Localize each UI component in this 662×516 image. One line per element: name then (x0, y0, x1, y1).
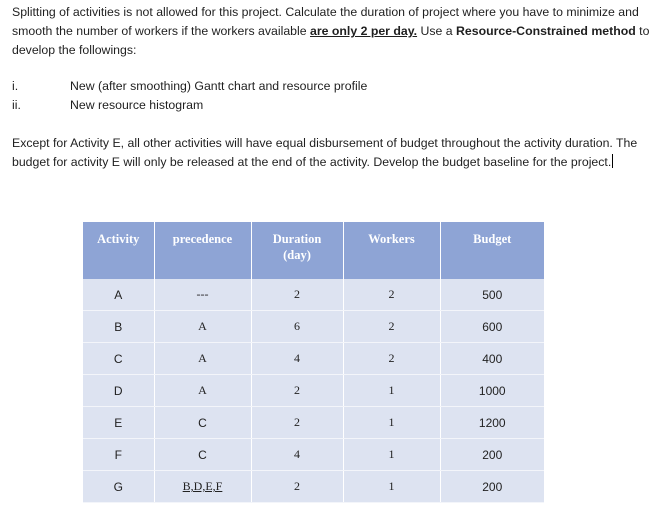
deliverables-list (12, 77, 367, 115)
header-duration (251, 222, 343, 279)
cell-duration: 4 (251, 439, 343, 471)
table-header-row (83, 222, 544, 279)
cell-workers: 1 (343, 407, 440, 439)
method-name: Resource-Constrained method (456, 24, 636, 38)
intro-text-1: Splitting of activities is not allowed for this project. Calculate the duration of project where you have to minimize and smooth the number of workers if the workers available (12, 5, 639, 38)
header-precedence: precedence (154, 222, 251, 279)
cell-activity: D (83, 375, 154, 407)
header-budget: Budget (440, 222, 544, 279)
table-row (83, 471, 544, 503)
cell-activity: G (83, 471, 154, 503)
cell-budget: 200 (440, 471, 544, 503)
intro-text-3: to develop the followings: (12, 24, 650, 57)
cell-budget: 1200 (440, 407, 544, 439)
cell-duration: 2 (251, 375, 343, 407)
cell-duration: 2 (251, 471, 343, 503)
intro-paragraph (12, 3, 652, 60)
cell-precedence (154, 471, 251, 503)
cell-duration: 2 (251, 279, 343, 311)
cell-activity: C (83, 343, 154, 375)
table-row (83, 343, 544, 375)
cell-workers: 1 (343, 471, 440, 503)
budget-paragraph-text: Except for Activity E, all other activities will have equal disbursement of budget throughout the activity duration. The budget for activity E will only be released at the end of the activity. Develop the budget baseline for the project. (12, 136, 638, 169)
cell-duration: 2 (251, 407, 343, 439)
table-row (83, 439, 544, 471)
cell-budget: 400 (440, 343, 544, 375)
cell-workers: 2 (343, 311, 440, 343)
cell-activity: E (83, 407, 154, 439)
cell-workers: 1 (343, 375, 440, 407)
table-row (83, 375, 544, 407)
list-item-text: New (after smoothing) Gantt chart and resource profile (70, 79, 368, 93)
cell-activity: F (83, 439, 154, 471)
workers-limit-text: are only 2 per day. (310, 24, 418, 38)
cell-budget: 500 (440, 279, 544, 311)
table-row (83, 279, 544, 311)
cell-duration: 6 (251, 311, 343, 343)
cell-precedence: A (154, 311, 251, 343)
table-row (83, 407, 544, 439)
cell-budget: 1000 (440, 375, 544, 407)
intro-text-2: Use a (417, 24, 457, 38)
cell-activity: B (83, 311, 154, 343)
list-item-number: ii. (12, 98, 21, 112)
cell-precedence: A (154, 375, 251, 407)
cell-precedence: A (154, 343, 251, 375)
table-row (83, 311, 544, 343)
header-workers: Workers (343, 222, 440, 279)
header-duration-label: Duration (day) (272, 232, 322, 262)
list-item (12, 96, 367, 115)
cell-duration: 4 (251, 343, 343, 375)
budget-paragraph (12, 134, 652, 172)
text-cursor (612, 154, 613, 168)
cell-workers: 1 (343, 439, 440, 471)
cell-precedence: C (154, 407, 251, 439)
cell-activity: A (83, 279, 154, 311)
cell-precedence: C (154, 439, 251, 471)
cell-budget: 200 (440, 439, 544, 471)
cell-precedence: --- (154, 279, 251, 311)
cell-workers: 2 (343, 279, 440, 311)
list-item-text: New resource histogram (70, 98, 204, 112)
cell-precedence-text: B,D,E,F (182, 479, 223, 493)
list-item-number: i. (12, 79, 19, 93)
list-item (12, 77, 367, 96)
cell-workers: 2 (343, 343, 440, 375)
header-activity: Activity (83, 222, 154, 279)
activity-table (83, 222, 544, 503)
cell-budget: 600 (440, 311, 544, 343)
